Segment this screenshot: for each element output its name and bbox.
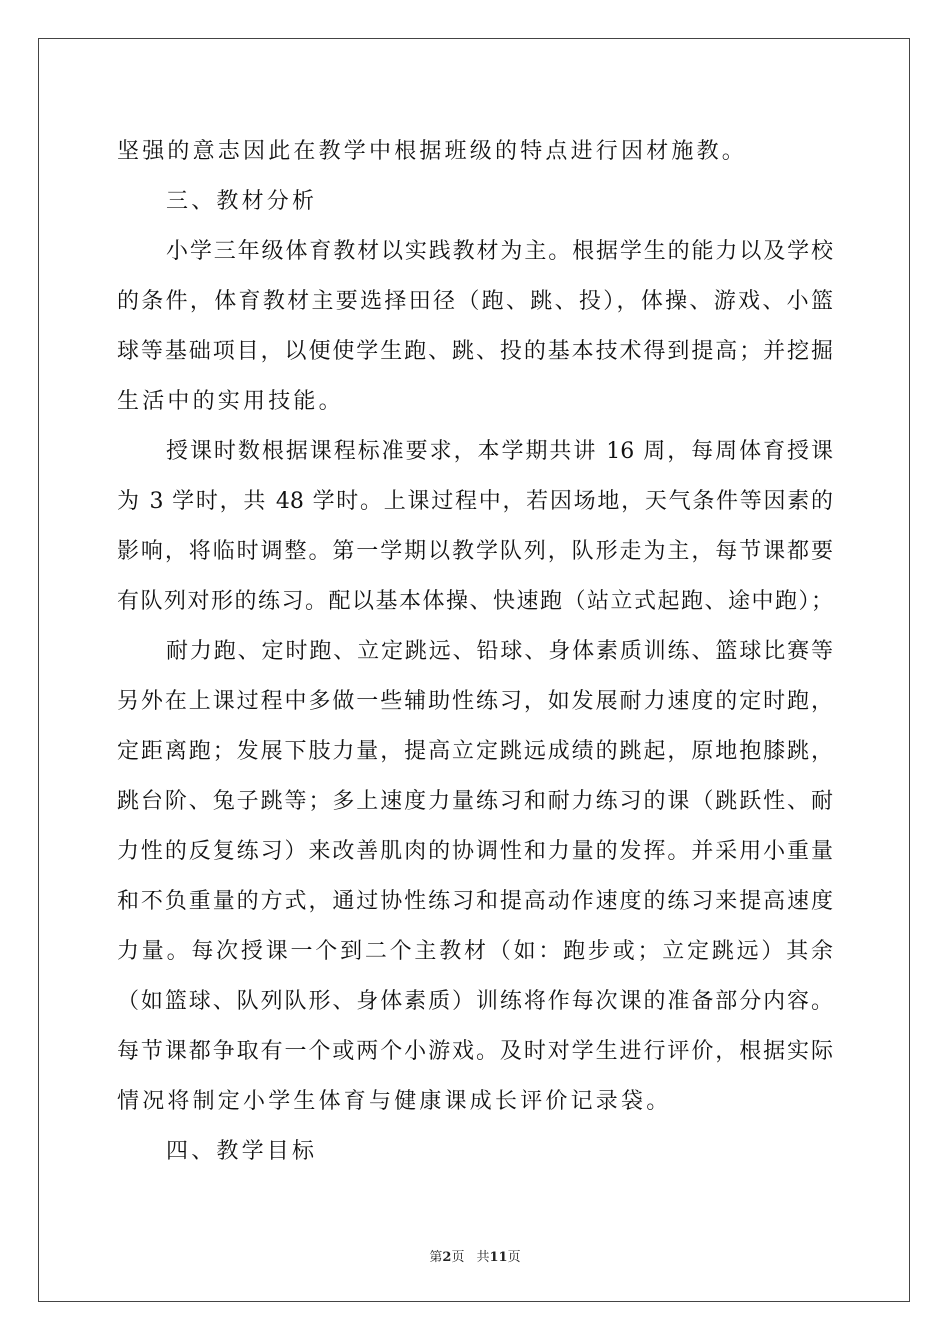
text-line: 另外在上课过程中多做一些辅助性练习，如发展耐力速度的定时跑， [117, 689, 833, 714]
text-line: （如篮球、队列队形、身体素质）训练将作每次课的准备部分内容。 [117, 989, 833, 1014]
text-line: 授课时数根据课程标准要求，本学期共讲 16 周，每周体育授课 [166, 439, 833, 464]
page-footer [0, 1246, 950, 1265]
text-line: 小学三年级体育教材以实践教材为主。根据学生的能力以及学校 [166, 239, 833, 264]
page-prefix: 第 [429, 1250, 443, 1265]
section-heading: 三、教材分析 [166, 189, 318, 214]
text-line: 每节课都争取有一个或两个小游戏。及时对学生进行评价，根据实际 [117, 1039, 833, 1064]
document-body [117, 127, 833, 1177]
text-line: 的条件，体育教材主要选择田径（跑、跳、投），体操、游戏、小篮 [117, 289, 833, 314]
text-line: 影响，将临时调整。第一学期以教学队列，队形走为主，每节课都要 [117, 539, 833, 564]
text-line: 有队列对形的练习。配以基本体操、快速跑（站立式起跑、途中跑）； [117, 589, 833, 614]
text-line: 跳台阶、兔子跳等；多上速度力量练习和耐力练习的课（跳跃性、耐 [117, 789, 833, 814]
section-heading: 四、教学目标 [166, 1139, 318, 1164]
text-line: 为 3 学时，共 48 学时。上课过程中，若因场地，天气条件等因素的 [117, 489, 833, 514]
text-line: 生活中的实用技能。 [117, 389, 344, 414]
text-line: 耐力跑、定时跑、立定跳远、铅球、身体素质训练、篮球比赛等 [166, 639, 833, 664]
total-prefix: 共 [476, 1250, 490, 1265]
text-line: 情况将制定小学生体育与健康课成长评价记录袋。 [117, 1089, 672, 1114]
text-line: 球等基础项目，以便使学生跑、跳、投的基本技术得到提高；并挖掘 [117, 339, 833, 364]
text-line: 力量。每次授课一个到二个主教材（如：跑步或；立定跳远）其余 [117, 939, 833, 964]
text-line: 定距离跑；发展下肢力量，提高立定跳远成绩的跳起，原地抱膝跳， [117, 739, 833, 764]
total-pages: 11 [489, 1250, 508, 1265]
page-number: 2 [442, 1250, 452, 1265]
text-line: 和不负重量的方式，通过协性练习和提高动作速度的练习来提高速度 [117, 889, 833, 914]
page-suffix: 页 [451, 1250, 465, 1265]
total-suffix: 页 [507, 1250, 521, 1265]
text-line: 坚强的意志因此在教学中根据班级的特点进行因材施教。 [117, 139, 748, 164]
text-line: 力性的反复练习）来改善肌肉的协调性和力量的发挥。并采用小重量 [117, 839, 833, 864]
